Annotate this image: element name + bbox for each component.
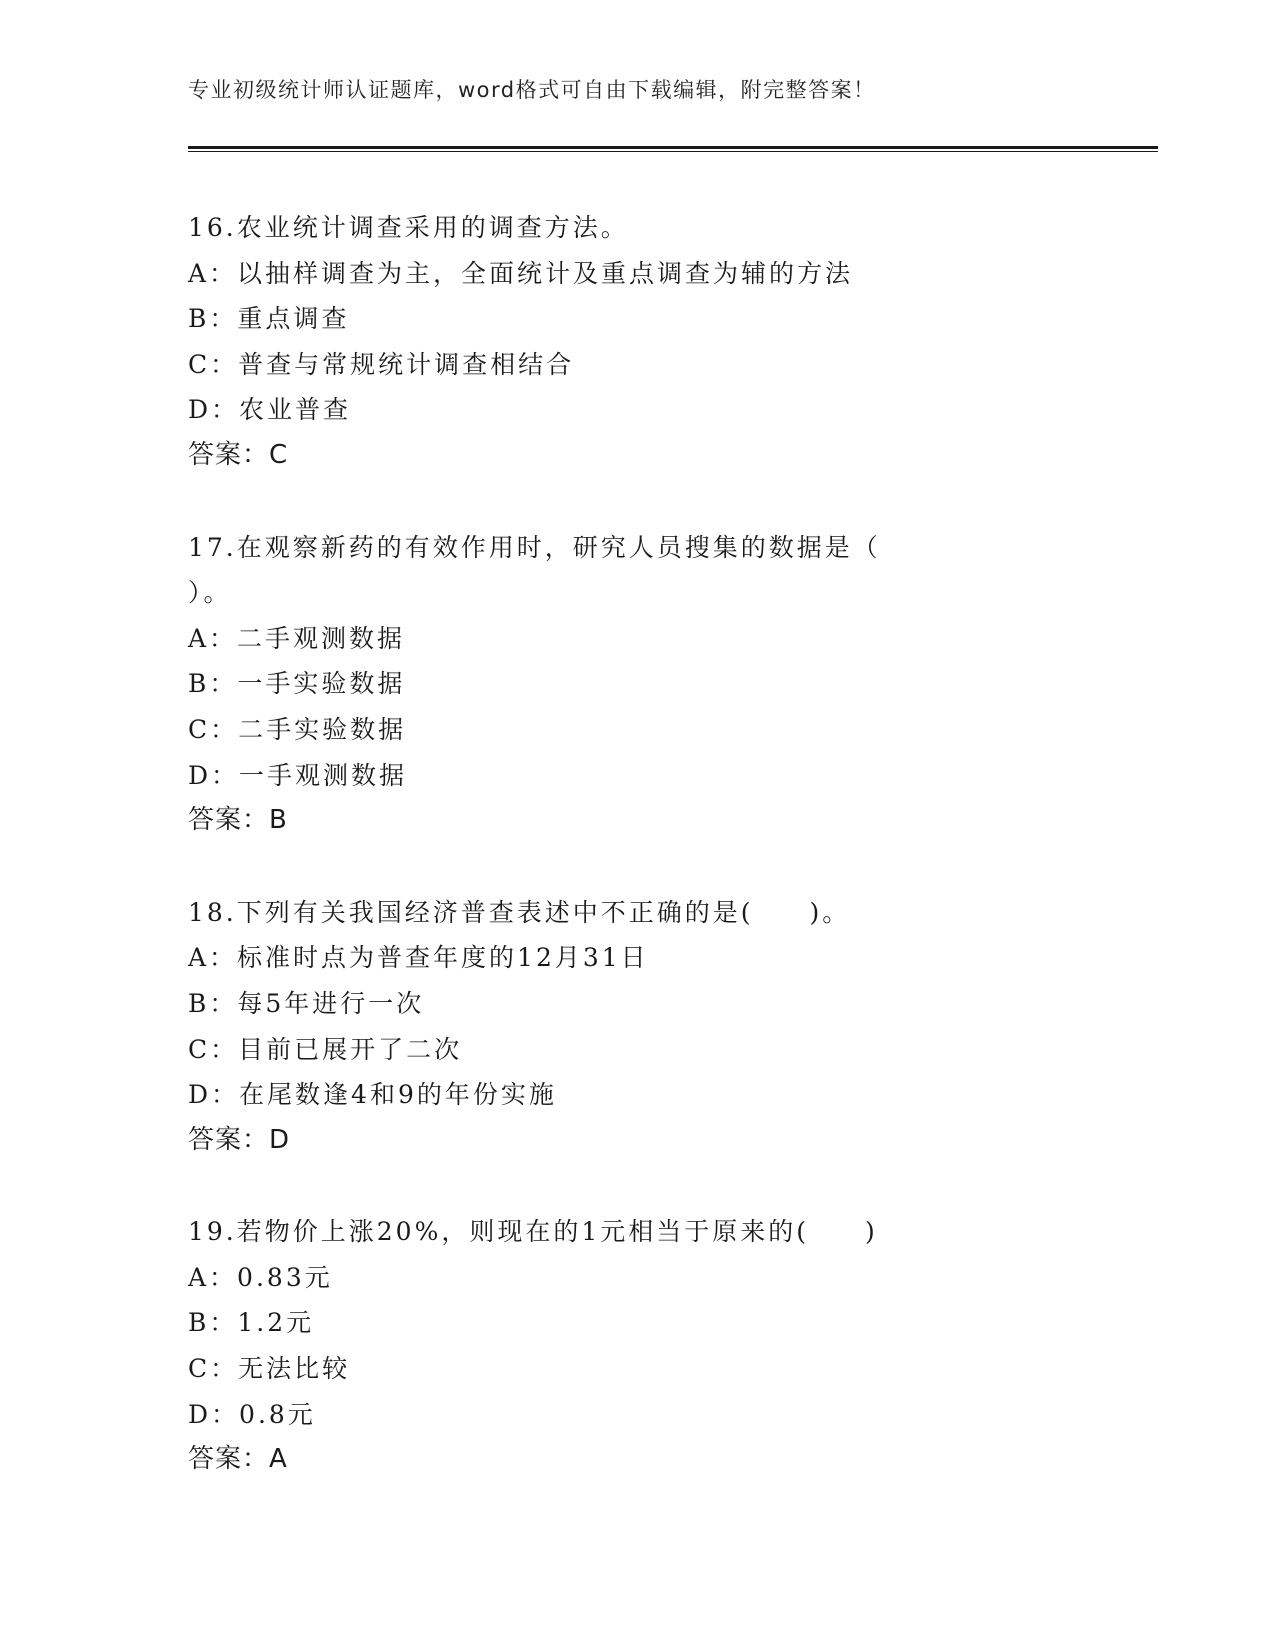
option-c: C：普查与常规统计调查相结合	[188, 349, 575, 379]
option-b: B：重点调查	[188, 304, 350, 334]
option-d: D：在尾数逢4和9的年份实施	[188, 1080, 557, 1110]
page-header-title: 专业初级统计师认证题库，word格式可自由下载编辑，附完整答案！	[188, 78, 876, 102]
answer-line: 答案：D	[188, 1124, 291, 1155]
answer-line: 答案：B	[188, 805, 288, 836]
question-list	[188, 205, 1148, 1529]
option-a: A：以抽样调查为主，全面统计及重点调查为辅的方法	[188, 258, 854, 288]
header-divider-thin	[188, 151, 1158, 152]
option-b: B：每5年进行一次	[188, 988, 425, 1018]
answer-line: 答案：A	[188, 1444, 288, 1475]
question-stem: 18.下列有关我国经济普查表述中不正确的是( )。	[188, 897, 851, 927]
option-a: A：0.83元	[188, 1262, 333, 1292]
question-stem: 17.在观察新药的有效作用时，研究人员搜集的数据是（	[188, 532, 881, 562]
question-stem: 16.农业统计调查采用的调查方法。	[188, 213, 629, 242]
header-divider-thick	[188, 146, 1158, 149]
option-b: B：一手实验数据	[188, 669, 406, 699]
option-c: C：目前已展开了二次	[188, 1034, 463, 1064]
option-b: B：1.2元	[188, 1308, 315, 1338]
option-a: A：标准时点为普查年度的12月31日	[188, 943, 649, 973]
question-19	[188, 1209, 1148, 1483]
question-17	[188, 525, 1148, 844]
option-d: D：农业普查	[188, 395, 352, 425]
question-18	[188, 890, 1148, 1164]
option-c: C：二手实验数据	[188, 714, 407, 744]
answer-line: 答案：C	[188, 439, 289, 470]
question-stem: 19.若物价上涨20%，则现在的1元相当于原来的( )	[188, 1217, 878, 1247]
question-stem-continued: ）。	[188, 578, 232, 608]
option-a: A：二手观测数据	[188, 623, 406, 653]
option-d: D：0.8元	[188, 1399, 316, 1429]
option-c: C：无法比较	[188, 1354, 351, 1384]
question-16	[188, 205, 1148, 479]
option-d: D：一手观测数据	[188, 760, 408, 790]
